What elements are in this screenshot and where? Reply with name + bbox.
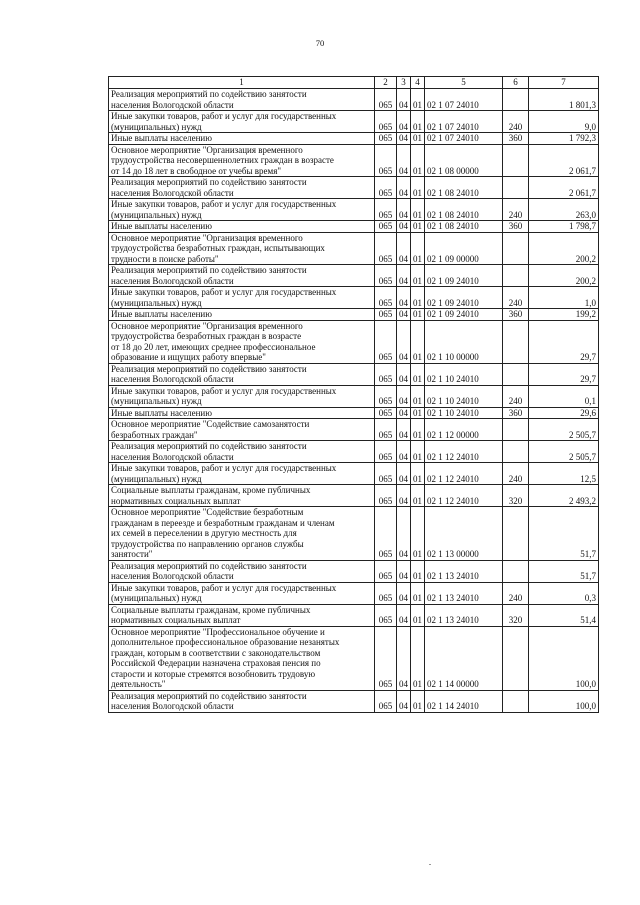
table-row — [109, 560, 599, 582]
table-row — [109, 604, 599, 626]
subsection-code: 01 — [411, 89, 425, 111]
item-name: Реализация мероприятий по содействию занятости населения Вологодской области — [109, 265, 375, 287]
table-row — [109, 690, 599, 712]
section-code: 04 — [397, 419, 411, 441]
subsection-code: 01 — [411, 560, 425, 582]
amount: 2 061,7 — [529, 177, 599, 199]
section-code: 04 — [397, 221, 411, 233]
target-article-code: 02 1 10 24010 — [425, 407, 503, 419]
header-cell-name: 1 — [109, 77, 375, 89]
section-code: 04 — [397, 232, 411, 265]
scan-speck — [429, 864, 431, 865]
amount: 12,5 — [529, 463, 599, 485]
subsection-code: 01 — [411, 309, 425, 321]
subsection-code: 01 — [411, 111, 425, 133]
item-name: Иные выплаты населению — [109, 133, 375, 145]
subsection-code: 01 — [411, 144, 425, 177]
amount: 29,7 — [529, 363, 599, 385]
header-cell-vr: 6 — [503, 77, 529, 89]
grbs-code: 065 — [375, 89, 397, 111]
target-article-code: 02 1 08 24010 — [425, 177, 503, 199]
subsection-code: 01 — [411, 485, 425, 507]
table-row — [109, 265, 599, 287]
amount: 1 792,3 — [529, 133, 599, 145]
amount: 0,1 — [529, 385, 599, 407]
target-article-code: 02 1 12 24010 — [425, 485, 503, 507]
grbs-code: 065 — [375, 309, 397, 321]
amount: 2 493,2 — [529, 485, 599, 507]
target-article-code: 02 1 09 00000 — [425, 232, 503, 265]
expense-type-code: 360 — [503, 221, 529, 233]
item-name: Основное мероприятие "Организация временного трудоустройства безработных граждан в возрасте от 18 до 20 лет, имеющих среднее профессиональное образование и ищущих работу впервые" — [109, 320, 375, 363]
target-article-code: 02 1 14 24010 — [425, 690, 503, 712]
amount: 2 505,7 — [529, 419, 599, 441]
expense-type-code: 320 — [503, 604, 529, 626]
grbs-code: 065 — [375, 133, 397, 145]
header-cell-rz: 3 — [397, 77, 411, 89]
table-row — [109, 320, 599, 363]
target-article-code: 02 1 09 24010 — [425, 287, 503, 309]
table-row — [109, 144, 599, 177]
item-name: Основное мероприятие "Содействие самозанятости безработных граждан" — [109, 419, 375, 441]
grbs-code: 065 — [375, 463, 397, 485]
subsection-code: 01 — [411, 419, 425, 441]
table-row — [109, 287, 599, 309]
section-code: 04 — [397, 385, 411, 407]
section-code: 04 — [397, 265, 411, 287]
grbs-code: 065 — [375, 363, 397, 385]
item-name: Реализация мероприятий по содействию занятости населения Вологодской области — [109, 89, 375, 111]
amount: 199,2 — [529, 309, 599, 321]
amount: 263,0 — [529, 199, 599, 221]
section-code: 04 — [397, 441, 411, 463]
target-article-code: 02 1 08 24010 — [425, 221, 503, 233]
section-code: 04 — [397, 582, 411, 604]
table-row — [109, 507, 599, 561]
amount: 100,0 — [529, 690, 599, 712]
expense-type-code — [503, 177, 529, 199]
item-name: Иные закупки товаров, работ и услуг для государственных (муниципальных) нужд — [109, 463, 375, 485]
subsection-code: 01 — [411, 604, 425, 626]
grbs-code: 065 — [375, 177, 397, 199]
header-cell-sum: 7 — [529, 77, 599, 89]
expense-type-code — [503, 690, 529, 712]
grbs-code: 065 — [375, 265, 397, 287]
table-row — [109, 419, 599, 441]
item-name: Иные выплаты населению — [109, 407, 375, 419]
table-row — [109, 221, 599, 233]
item-name: Иные закупки товаров, работ и услуг для государственных (муниципальных) нужд — [109, 199, 375, 221]
subsection-code: 01 — [411, 265, 425, 287]
expense-type-code — [503, 232, 529, 265]
table-row — [109, 463, 599, 485]
section-code: 04 — [397, 144, 411, 177]
subsection-code: 01 — [411, 232, 425, 265]
target-article-code: 02 1 07 24010 — [425, 133, 503, 145]
table-row — [109, 199, 599, 221]
amount: 1 798,7 — [529, 221, 599, 233]
section-code: 04 — [397, 320, 411, 363]
section-code: 04 — [397, 407, 411, 419]
item-name: Реализация мероприятий по содействию занятости населения Вологодской области — [109, 177, 375, 199]
grbs-code: 065 — [375, 604, 397, 626]
amount: 2 505,7 — [529, 441, 599, 463]
target-article-code: 02 1 13 24010 — [425, 604, 503, 626]
item-name: Иные закупки товаров, работ и услуг для государственных (муниципальных) нужд — [109, 582, 375, 604]
amount: 1,0 — [529, 287, 599, 309]
section-code: 04 — [397, 287, 411, 309]
section-code: 04 — [397, 560, 411, 582]
table-row — [109, 407, 599, 419]
grbs-code: 065 — [375, 320, 397, 363]
subsection-code: 01 — [411, 363, 425, 385]
expense-type-code — [503, 441, 529, 463]
grbs-code: 065 — [375, 144, 397, 177]
target-article-code: 02 1 14 00000 — [425, 626, 503, 690]
subsection-code: 01 — [411, 507, 425, 561]
expense-type-code: 240 — [503, 582, 529, 604]
grbs-code: 065 — [375, 419, 397, 441]
item-name: Основное мероприятие "Содействие безработным гражданам в переезде и безработным гражданам и членам их семей в переселении в другую местность для трудоустройства по направлению органов службы занятости" — [109, 507, 375, 561]
header-cell-grbs: 2 — [375, 77, 397, 89]
item-name: Основное мероприятие "Организация временного трудоустройства безработных граждан, испытывающих трудности в поиске работы" — [109, 232, 375, 265]
target-article-code: 02 1 13 00000 — [425, 507, 503, 561]
grbs-code: 065 — [375, 385, 397, 407]
section-code: 04 — [397, 199, 411, 221]
header-row — [109, 77, 599, 89]
section-code: 04 — [397, 604, 411, 626]
target-article-code: 02 1 12 00000 — [425, 419, 503, 441]
expense-type-code: 320 — [503, 485, 529, 507]
table-row — [109, 177, 599, 199]
target-article-code: 02 1 07 24010 — [425, 89, 503, 111]
section-code: 04 — [397, 177, 411, 199]
target-article-code: 02 1 07 24010 — [425, 111, 503, 133]
grbs-code: 065 — [375, 407, 397, 419]
page-number: 70 — [315, 38, 325, 48]
subsection-code: 01 — [411, 177, 425, 199]
expense-type-code — [503, 144, 529, 177]
table-row — [109, 385, 599, 407]
expense-type-code: 240 — [503, 463, 529, 485]
amount: 29,7 — [529, 320, 599, 363]
section-code: 04 — [397, 89, 411, 111]
amount: 29,6 — [529, 407, 599, 419]
target-article-code: 02 1 10 24010 — [425, 385, 503, 407]
section-code: 04 — [397, 363, 411, 385]
table-row — [109, 626, 599, 690]
table-row — [109, 485, 599, 507]
expense-type-code — [503, 320, 529, 363]
table-row — [109, 363, 599, 385]
expense-type-code — [503, 363, 529, 385]
amount: 1 801,3 — [529, 89, 599, 111]
amount: 0,3 — [529, 582, 599, 604]
target-article-code: 02 1 13 24010 — [425, 582, 503, 604]
target-article-code: 02 1 13 24010 — [425, 560, 503, 582]
item-name: Реализация мероприятий по содействию занятости населения Вологодской области — [109, 690, 375, 712]
expense-type-code: 240 — [503, 199, 529, 221]
subsection-code: 01 — [411, 221, 425, 233]
table-row — [109, 232, 599, 265]
target-article-code: 02 1 09 24010 — [425, 309, 503, 321]
section-code: 04 — [397, 463, 411, 485]
item-name: Реализация мероприятий по содействию занятости населения Вологодской области — [109, 363, 375, 385]
amount: 200,2 — [529, 232, 599, 265]
grbs-code: 065 — [375, 626, 397, 690]
amount: 51,7 — [529, 507, 599, 561]
section-code: 04 — [397, 626, 411, 690]
budget-table — [108, 76, 599, 713]
item-name: Иные выплаты населению — [109, 221, 375, 233]
expense-type-code — [503, 419, 529, 441]
section-code: 04 — [397, 309, 411, 321]
section-code: 04 — [397, 690, 411, 712]
table-row — [109, 441, 599, 463]
expense-type-code: 240 — [503, 287, 529, 309]
target-article-code: 02 1 08 00000 — [425, 144, 503, 177]
grbs-code: 065 — [375, 582, 397, 604]
item-name: Иные закупки товаров, работ и услуг для государственных (муниципальных) нужд — [109, 287, 375, 309]
expense-type-code: 240 — [503, 385, 529, 407]
target-article-code: 02 1 09 24010 — [425, 265, 503, 287]
grbs-code: 065 — [375, 507, 397, 561]
subsection-code: 01 — [411, 463, 425, 485]
header-cell-pr: 4 — [411, 77, 425, 89]
grbs-code: 065 — [375, 287, 397, 309]
grbs-code: 065 — [375, 199, 397, 221]
subsection-code: 01 — [411, 287, 425, 309]
section-code: 04 — [397, 133, 411, 145]
target-article-code: 02 1 08 24010 — [425, 199, 503, 221]
grbs-code: 065 — [375, 560, 397, 582]
item-name: Реализация мероприятий по содействию занятости населения Вологодской области — [109, 560, 375, 582]
item-name: Иные выплаты населению — [109, 309, 375, 321]
grbs-code: 065 — [375, 111, 397, 133]
expense-type-code — [503, 507, 529, 561]
header-cell-csr: 5 — [425, 77, 503, 89]
amount: 200,2 — [529, 265, 599, 287]
item-name: Социальные выплаты гражданам, кроме публичных нормативных социальных выплат — [109, 604, 375, 626]
amount: 51,4 — [529, 604, 599, 626]
subsection-code: 01 — [411, 690, 425, 712]
item-name: Основное мероприятие "Организация временного трудоустройства несовершеннолетних граждан в возрасте от 14 до 18 лет в свободное от учебы время" — [109, 144, 375, 177]
item-name: Реализация мероприятий по содействию занятости населения Вологодской области — [109, 441, 375, 463]
table-row — [109, 89, 599, 111]
expense-type-code — [503, 626, 529, 690]
amount: 2 061,7 — [529, 144, 599, 177]
subsection-code: 01 — [411, 199, 425, 221]
target-article-code: 02 1 10 24010 — [425, 363, 503, 385]
grbs-code: 065 — [375, 232, 397, 265]
target-article-code: 02 1 10 00000 — [425, 320, 503, 363]
expense-type-code: 360 — [503, 133, 529, 145]
table-row — [109, 582, 599, 604]
amount: 51,7 — [529, 560, 599, 582]
subsection-code: 01 — [411, 133, 425, 145]
amount: 100,0 — [529, 626, 599, 690]
expense-type-code: 240 — [503, 111, 529, 133]
expense-type-code — [503, 265, 529, 287]
grbs-code: 065 — [375, 690, 397, 712]
item-name: Иные закупки товаров, работ и услуг для государственных (муниципальных) нужд — [109, 111, 375, 133]
table-row — [109, 309, 599, 321]
subsection-code: 01 — [411, 582, 425, 604]
subsection-code: 01 — [411, 407, 425, 419]
section-code: 04 — [397, 507, 411, 561]
grbs-code: 065 — [375, 221, 397, 233]
section-code: 04 — [397, 111, 411, 133]
subsection-code: 01 — [411, 385, 425, 407]
item-name: Социальные выплаты гражданам, кроме публичных нормативных социальных выплат — [109, 485, 375, 507]
target-article-code: 02 1 12 24010 — [425, 463, 503, 485]
subsection-code: 01 — [411, 441, 425, 463]
item-name: Иные закупки товаров, работ и услуг для государственных (муниципальных) нужд — [109, 385, 375, 407]
table-row — [109, 111, 599, 133]
section-code: 04 — [397, 485, 411, 507]
expense-type-code: 360 — [503, 309, 529, 321]
expense-type-code — [503, 560, 529, 582]
subsection-code: 01 — [411, 320, 425, 363]
grbs-code: 065 — [375, 485, 397, 507]
expense-type-code — [503, 89, 529, 111]
expense-type-code: 360 — [503, 407, 529, 419]
amount: 9,0 — [529, 111, 599, 133]
grbs-code: 065 — [375, 441, 397, 463]
target-article-code: 02 1 12 24010 — [425, 441, 503, 463]
table-row — [109, 133, 599, 145]
subsection-code: 01 — [411, 626, 425, 690]
item-name: Основное мероприятие "Профессиональное обучение и дополнительное профессиональное образование незанятых граждан, которым в соответствии с законодательством Российской Федерации назначена страховая пенсия по старости и которые стремятся возобновить трудовую деятельность" — [109, 626, 375, 690]
